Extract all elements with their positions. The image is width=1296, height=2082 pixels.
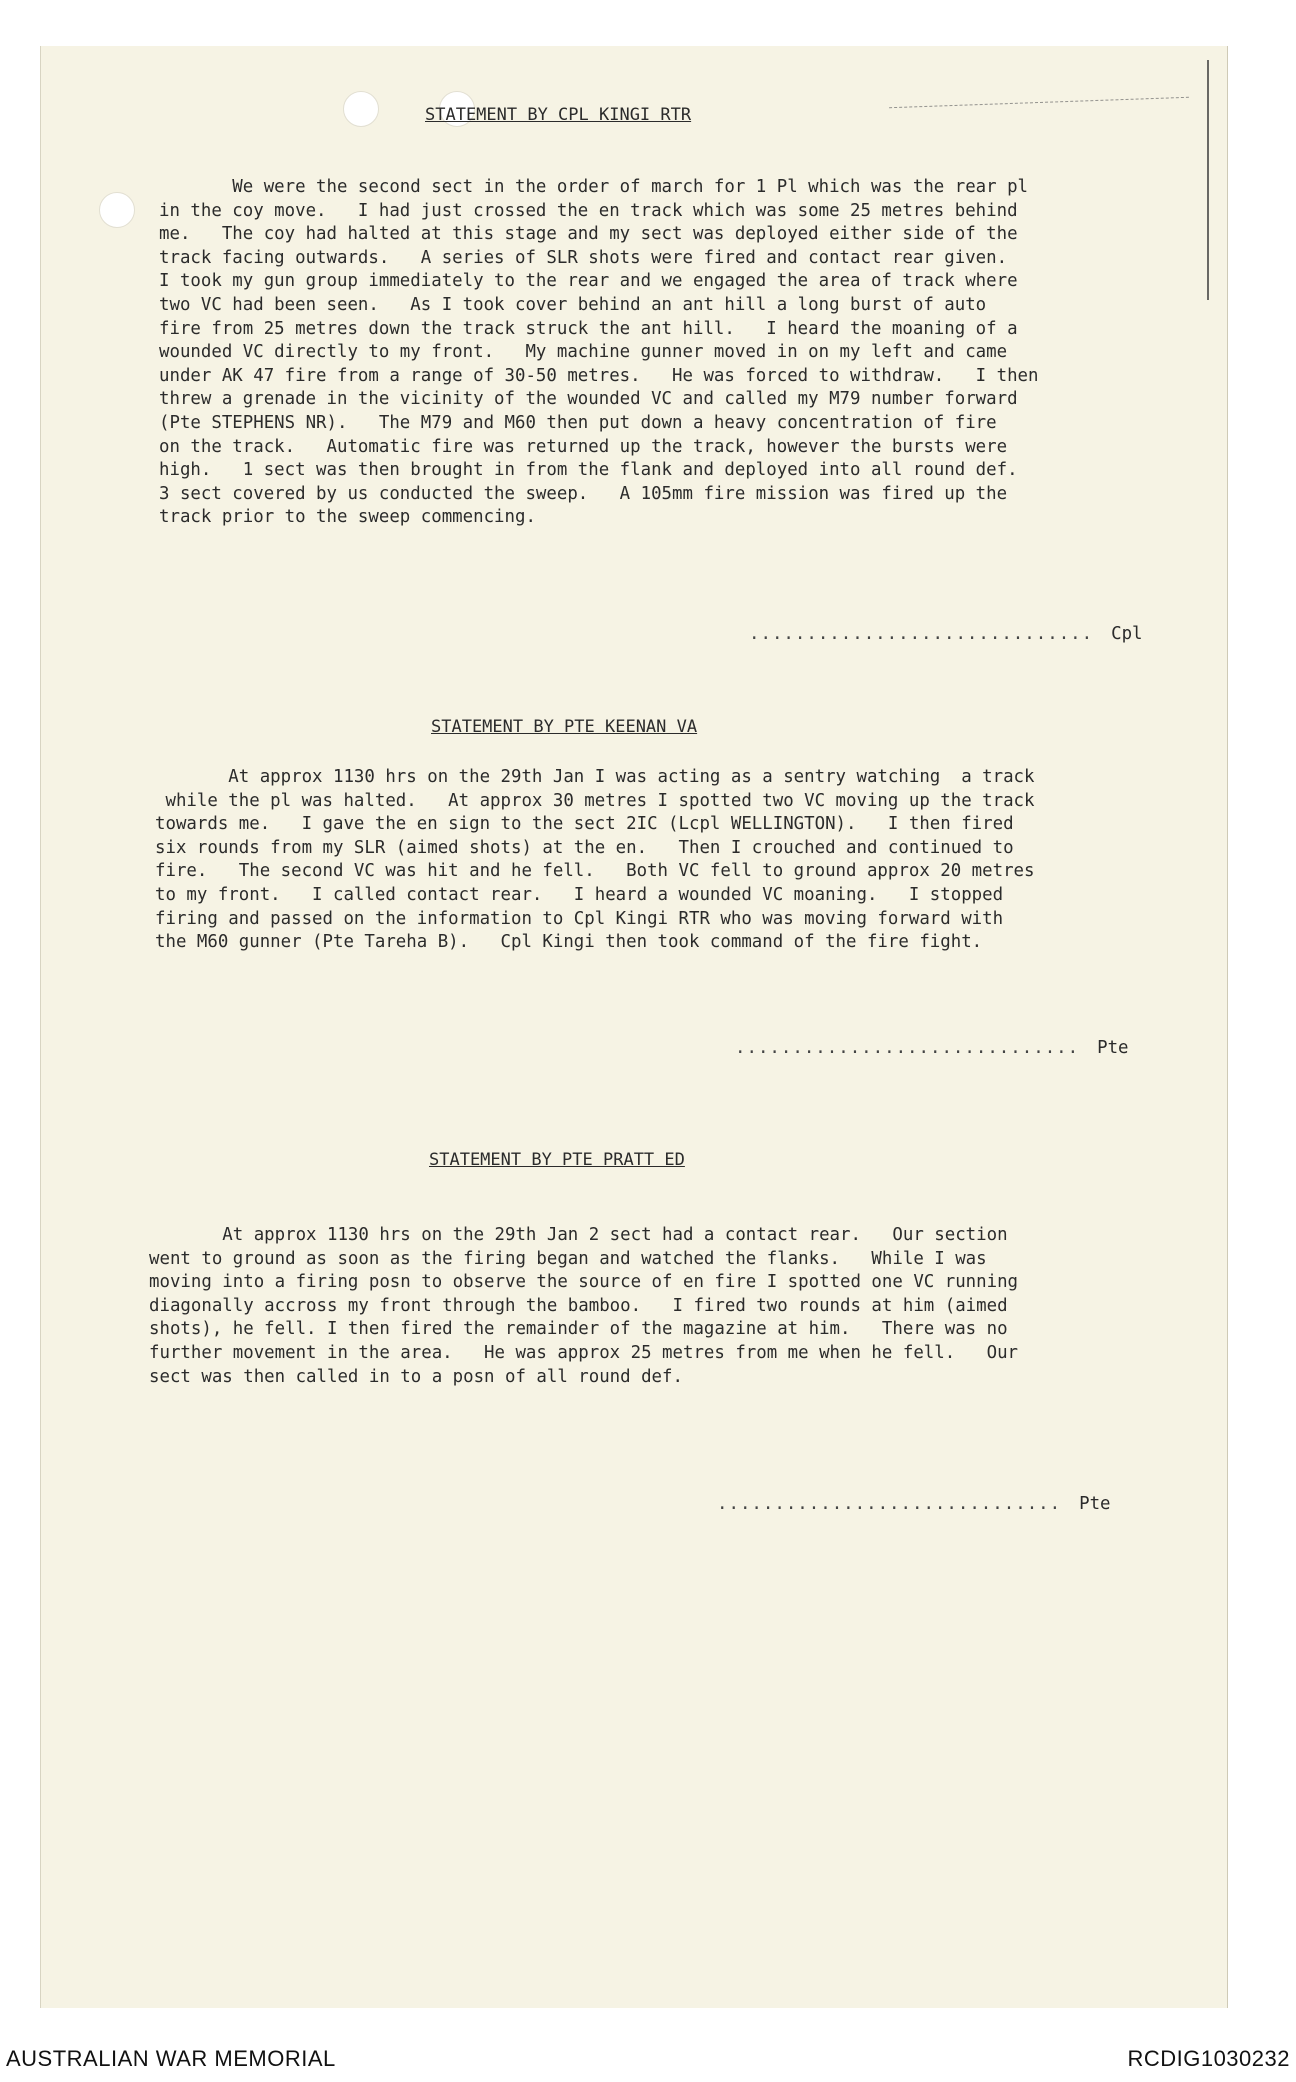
text-line: under AK 47 fire from a range of 30-50 metres. He was forced to withdraw. I then <box>159 365 1039 386</box>
text-line: wounded VC directly to my front. My machine gunner moved in on my left and came <box>159 342 1008 363</box>
text-line: the M60 gunner (Pte Tareha B). Cpl Kingi then took command of the fire fight. <box>155 932 983 953</box>
text-line: on the track. Automatic fire was returned up the track, however the bursts were <box>159 436 1008 457</box>
punch-hole <box>99 192 135 228</box>
text-line: in the coy move. I had just crossed the en track which was some 25 metres behind <box>159 200 1018 221</box>
text-line: (Pte STEPHENS NR). The M79 and M60 then put down a heavy concentration of fire <box>159 412 997 433</box>
signature-rank: Pte <box>1079 1494 1111 1514</box>
text-line: moving into a firing posn to observe the source of en fire I spotted one VC running <box>149 1272 1019 1293</box>
text-line: towards me. I gave the en sign to the sect 2IC (Lcpl WELLINGTON). I then fired <box>155 814 1014 835</box>
statement-body <box>149 1224 1018 1389</box>
signature-dots: .............................. <box>717 1494 1062 1514</box>
statement-title: STATEMENT BY CPL KINGI RTR <box>425 105 692 125</box>
statement-title: STATEMENT BY PTE KEENAN VA <box>431 717 698 737</box>
text-line: two VC had been seen. As I took cover behind an ant hill a long burst of auto <box>159 294 987 315</box>
archive-id: RCDIG1030232 <box>1127 2046 1290 2071</box>
text-line: diagonally accross my front through the bamboo. I fired two rounds at him (aimed <box>149 1295 1008 1316</box>
pencil-stroke <box>889 97 1189 108</box>
signature-dots: .............................. <box>749 624 1094 644</box>
signature-line <box>735 1038 1129 1058</box>
text-line: fire from 25 metres down the track struck the ant hill. I heard the moaning of a <box>159 318 1018 339</box>
text-line: firing and passed on the information to Cpl Kingi RTR who was moving forward with <box>155 908 1004 929</box>
text-line: me. The coy had halted at this stage and my sect was deployed either side of the <box>159 224 1018 245</box>
statement-title: STATEMENT BY PTE PRATT ED <box>429 1150 685 1170</box>
text-line: I took my gun group immediately to the rear and we engaged the area of track where <box>159 271 1018 292</box>
statement-body <box>159 176 1038 530</box>
text-line: sect was then called in to a posn of all round def. <box>149 1366 683 1387</box>
punch-hole <box>343 91 379 127</box>
edge-mark <box>1207 60 1209 300</box>
archive-credit: AUSTRALIAN WAR MEMORIAL <box>6 2046 336 2071</box>
text-line: further movement in the area. He was approx 25 metres from me when he fell. Our <box>149 1342 1019 1363</box>
text-line: We were the second sect in the order of march for 1 Pl which was the rear pl <box>159 177 1029 197</box>
text-line: high. 1 sect was then brought in from the flank and deployed into all round def. <box>159 460 1018 481</box>
signature-rank: Pte <box>1097 1038 1129 1058</box>
signature-line <box>749 624 1143 644</box>
statement-body <box>155 766 1034 955</box>
text-line: while the pl was halted. At approx 30 metres I spotted two VC moving up the track <box>155 790 1035 811</box>
signature-line <box>717 1494 1111 1514</box>
text-line: At approx 1130 hrs on the 29th Jan I was acting as a sentry watching a track <box>155 767 1035 787</box>
text-line: fire. The second VC was hit and he fell. Both VC fell to ground approx 20 metres <box>155 861 1035 882</box>
text-line: track facing outwards. A series of SLR shots were fired and contact rear given. <box>159 247 1008 268</box>
text-line: 3 sect covered by us conducted the sweep. A 105mm fire mission was fired up the <box>159 483 1008 504</box>
signature-rank: Cpl <box>1111 624 1143 644</box>
text-line: track prior to the sweep commencing. <box>159 507 536 528</box>
text-line: to my front. I called contact rear. I heard a wounded VC moaning. I stopped <box>155 884 1004 905</box>
text-line: At approx 1130 hrs on the 29th Jan 2 sect had a contact rear. Our section <box>149 1225 1008 1245</box>
text-line: shots), he fell. I then fired the remainder of the magazine at him. There was no <box>149 1319 1008 1340</box>
text-line: six rounds from my SLR (aimed shots) at the en. Then I crouched and continued to <box>155 837 1014 858</box>
text-line: went to ground as soon as the firing began and watched the flanks. While I was <box>149 1248 987 1269</box>
text-line: threw a grenade in the vicinity of the wounded VC and called my M79 number forward <box>159 389 1018 410</box>
signature-dots: .............................. <box>735 1038 1080 1058</box>
document-page <box>40 46 1227 2008</box>
